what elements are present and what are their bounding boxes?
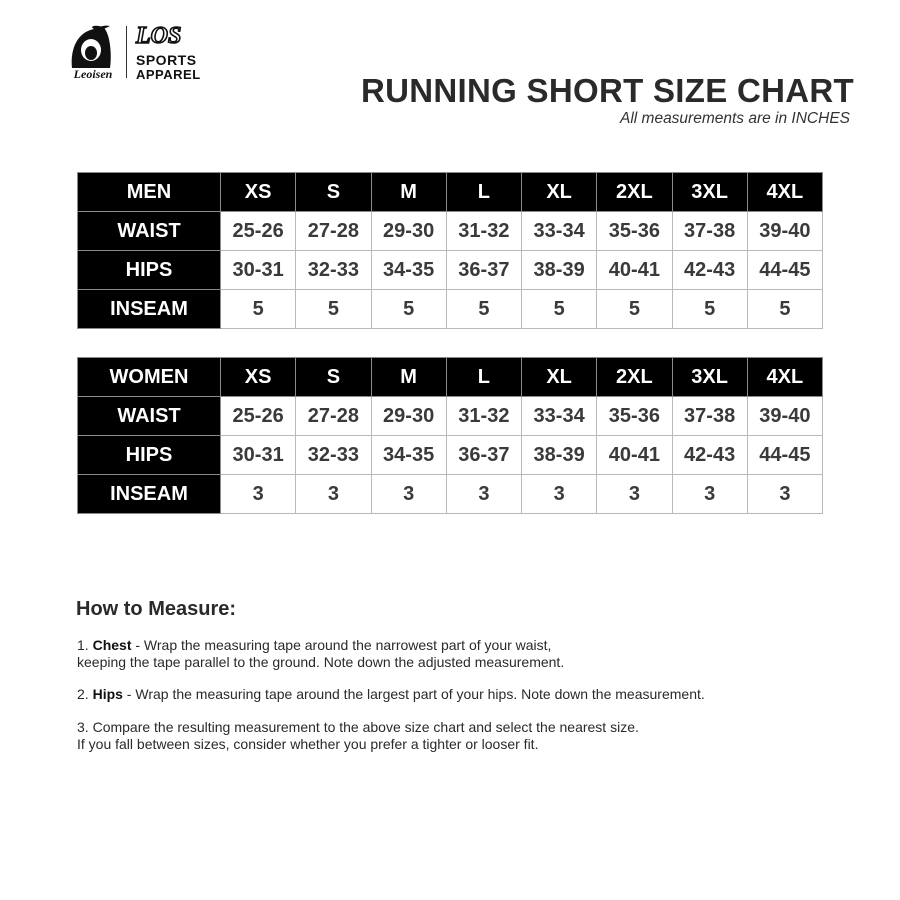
- table-cell: 27-28: [296, 212, 371, 251]
- table-cell: 38-39: [522, 251, 597, 290]
- measure-step-hips: [77, 686, 705, 703]
- table-cell: 44-45: [747, 251, 822, 290]
- measure-step-chest: [77, 637, 564, 671]
- table-cell: 36-37: [446, 436, 521, 475]
- table-cell: 40-41: [597, 251, 672, 290]
- table-cell: 39-40: [747, 397, 822, 436]
- step-text-line1: Compare the resulting measurement to the above size chart and select the nearest size.: [92, 719, 639, 735]
- size-header: 2XL: [597, 173, 672, 212]
- table-cell: 37-38: [672, 397, 747, 436]
- table-header-row: [78, 173, 823, 212]
- table-cell: 3: [371, 475, 446, 514]
- table-cell: 42-43: [672, 251, 747, 290]
- hooded-figure-logo-icon: [68, 24, 112, 70]
- table-cell: 34-35: [371, 436, 446, 475]
- step-number: 2.: [77, 686, 89, 702]
- size-header: XS: [221, 173, 296, 212]
- women-size-table: [77, 357, 823, 514]
- table-cell: 30-31: [221, 436, 296, 475]
- table-cell: 3: [221, 475, 296, 514]
- table-cell: 5: [371, 290, 446, 329]
- table-cell: 30-31: [221, 251, 296, 290]
- table-cell: 36-37: [446, 251, 521, 290]
- table-cell: 35-36: [597, 397, 672, 436]
- page-subtitle: All measurements are in INCHES: [620, 110, 850, 127]
- table-group-header: WOMEN: [78, 358, 221, 397]
- size-header: M: [371, 173, 446, 212]
- los-mark-logo: [134, 22, 204, 48]
- table-cell: 40-41: [597, 436, 672, 475]
- row-label: HIPS: [78, 251, 221, 290]
- table-row: [78, 475, 823, 514]
- brand-logo: [60, 22, 210, 82]
- table-cell: 5: [522, 290, 597, 329]
- row-label: INSEAM: [78, 475, 221, 514]
- table-cell: 3: [296, 475, 371, 514]
- size-header: M: [371, 358, 446, 397]
- table-cell: 32-33: [296, 251, 371, 290]
- table-cell: 29-30: [371, 397, 446, 436]
- table-group-header: MEN: [78, 173, 221, 212]
- step-text-line2: If you fall between sizes, consider whether you prefer a tighter or looser fit.: [77, 736, 539, 752]
- step-text-line1: - Wrap the measuring tape around the narrowest part of your waist,: [131, 637, 552, 653]
- table-cell: 33-34: [522, 212, 597, 251]
- table-cell: 32-33: [296, 436, 371, 475]
- size-header: 4XL: [747, 358, 822, 397]
- size-header: S: [296, 173, 371, 212]
- table-cell: 37-38: [672, 212, 747, 251]
- size-header: XL: [522, 173, 597, 212]
- table-header-row: [78, 358, 823, 397]
- table-cell: 3: [597, 475, 672, 514]
- table-cell: 3: [446, 475, 521, 514]
- logo-apparel-text: APPAREL: [136, 67, 201, 82]
- table-cell: 39-40: [747, 212, 822, 251]
- size-header: XS: [221, 358, 296, 397]
- table-cell: 3: [747, 475, 822, 514]
- size-header: S: [296, 358, 371, 397]
- row-label: WAIST: [78, 397, 221, 436]
- size-header: 3XL: [672, 358, 747, 397]
- size-header: 4XL: [747, 173, 822, 212]
- table-cell: 29-30: [371, 212, 446, 251]
- table-cell: 31-32: [446, 397, 521, 436]
- table-cell: 33-34: [522, 397, 597, 436]
- logo-divider: [126, 26, 127, 78]
- men-size-table: [77, 172, 823, 329]
- how-to-measure-heading: How to Measure:: [76, 598, 237, 620]
- table-cell: 42-43: [672, 436, 747, 475]
- table-cell: 35-36: [597, 212, 672, 251]
- table-cell: 44-45: [747, 436, 822, 475]
- page-title: RUNNING SHORT SIZE CHART: [360, 72, 854, 109]
- row-label: WAIST: [78, 212, 221, 251]
- table-row: [78, 436, 823, 475]
- step-number: 3.: [77, 719, 89, 735]
- table-cell: 5: [221, 290, 296, 329]
- size-header: 3XL: [672, 173, 747, 212]
- table-cell: 5: [296, 290, 371, 329]
- row-label: HIPS: [78, 436, 221, 475]
- table-cell: 38-39: [522, 436, 597, 475]
- size-header: L: [446, 173, 521, 212]
- step-text-line1: - Wrap the measuring tape around the largest part of your hips. Note down the measurement.: [122, 686, 705, 702]
- table-cell: 5: [672, 290, 747, 329]
- table-row: [78, 251, 823, 290]
- step-text-line2: keeping the tape parallel to the ground. Note down the adjusted measurement.: [77, 654, 565, 670]
- size-header: XL: [522, 358, 597, 397]
- table-row: [78, 397, 823, 436]
- table-cell: 5: [446, 290, 521, 329]
- table-row: [78, 212, 823, 251]
- table-cell: 5: [747, 290, 822, 329]
- table-row: [78, 290, 823, 329]
- table-cell: 34-35: [371, 251, 446, 290]
- table-cell: 27-28: [296, 397, 371, 436]
- step-number: 1.: [77, 637, 89, 653]
- logo-sports-text: SPORTS: [136, 52, 197, 68]
- table-cell: 5: [597, 290, 672, 329]
- step-term: Chest: [92, 637, 132, 653]
- table-cell: 25-26: [221, 212, 296, 251]
- measure-step-compare: [77, 719, 639, 753]
- svg-text:LOS: LOS: [136, 23, 182, 48]
- table-cell: 3: [672, 475, 747, 514]
- table-cell: 25-26: [221, 397, 296, 436]
- row-label: INSEAM: [78, 290, 221, 329]
- step-term: Hips: [92, 686, 123, 702]
- brand-name: Leoisen: [73, 67, 113, 81]
- table-cell: 31-32: [446, 212, 521, 251]
- size-header: 2XL: [597, 358, 672, 397]
- size-header: L: [446, 358, 521, 397]
- table-cell: 3: [522, 475, 597, 514]
